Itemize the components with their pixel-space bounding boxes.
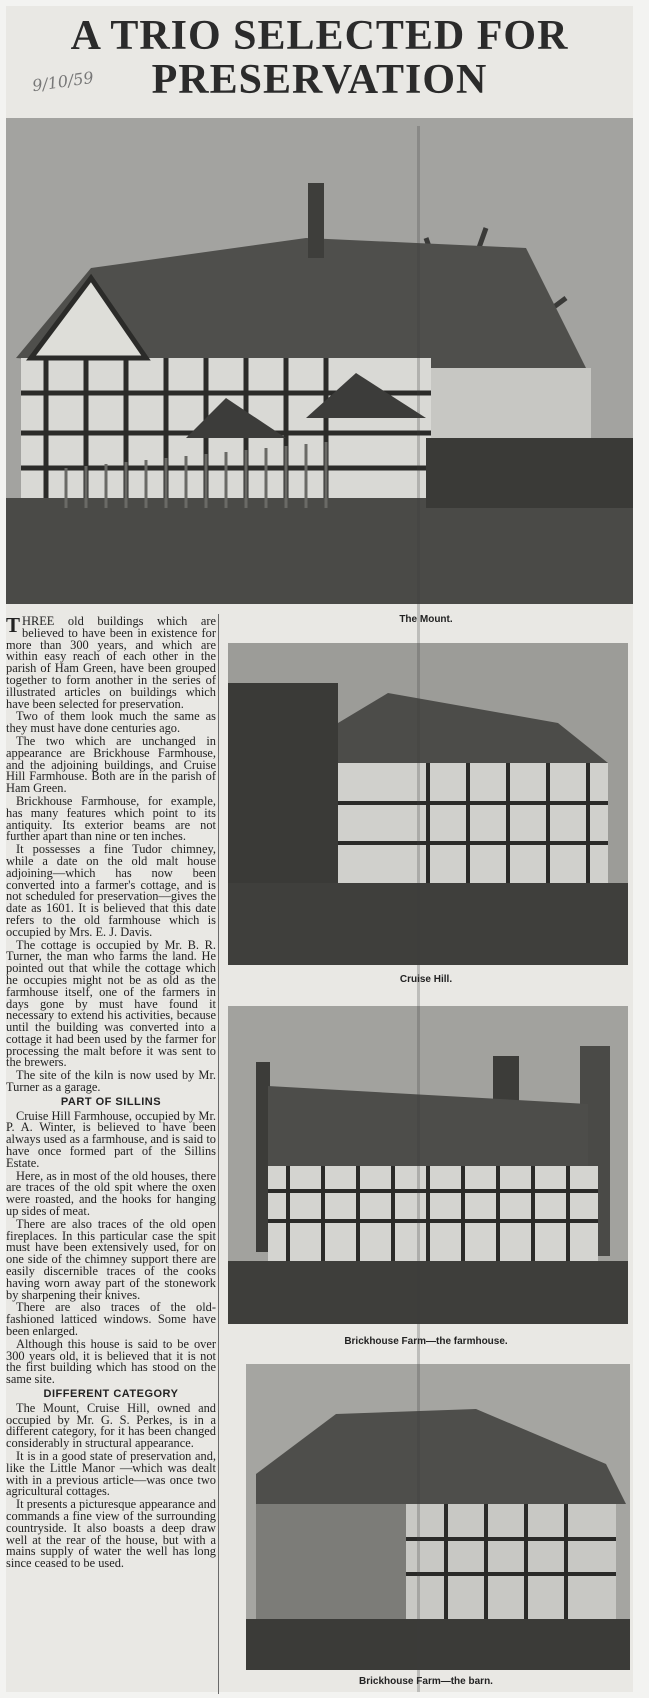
newspaper-clipping	[6, 6, 633, 1692]
caption-cruise-hill: Cruise Hill.	[399, 974, 453, 985]
article-paragraph-4: Brickhouse Farmhouse, for example, has many features which point to its antiquity. Its exterior beams are not further apart than nine or ten inches.	[6, 793, 216, 844]
photo-brickhouse-barn	[246, 1364, 630, 1670]
article-paragraph-14: It is in a good state of preservation and, like the Little Manor —which was dealt with in a previous article—was once two agricultural cottages.	[6, 1448, 216, 1499]
subheading-part-of-sillins: PART OF SILLINS	[60, 1095, 162, 1108]
caption-brickhouse-farmhouse: Brickhouse Farm—the farmhouse.	[344, 1336, 508, 1347]
drop-cap: T	[6, 616, 21, 637]
article-paragraph-1: THREE old buildings which are believed to have been in existence for more than 300 years, and which are within easy reach of each other in the parish of Ham Green, have been grouped together to form another in the series of illustrated articles on buildings which have been selected for preservation.	[6, 616, 216, 711]
the-mount-illustration	[6, 118, 633, 604]
photo-cruise-hill	[228, 643, 628, 965]
article-paragraph-13: The Mount, Cruise Hill, owned and occupied by Mr. G. S. Perkes, is in a different category, for it has been changed considerably in structural appearance.	[6, 1400, 216, 1451]
article-paragraph-6: The cottage is occupied by Mr. B. R. Turner, the man who farms the land. He pointed out that while the cottage which he occupies might not be as old as the farmhouse itself, one of the farmers in days gone by must have found it necessary to extend his activities, because until the building was converted into a cottage it had been used by the farmer for processing the malt before it was sent to the brewers.	[6, 937, 216, 1070]
article-paragraph-11: There are also traces of the old-fashioned latticed windows. Some have been enlarged.	[6, 1300, 216, 1339]
article-paragraph-3: The two which are unchanged in appearance are Brickhouse Farmhouse, and the adjoining buildings, and Cruise Hill Farmhouse. Both are in the parish of Ham Green.	[6, 733, 216, 796]
article-paragraph-15: It presents a picturesque appearance and commands a fine view of the surrounding countryside. It also boasts a deep draw well at the rear of the house, but with a mains supply of water the well has long since ceased to be used.	[6, 1497, 216, 1571]
article-paragraph-5: It possesses a fine Tudor chimney, while a date on the old malt house adjoining—which has now been converted into a farmer's cottage, and is not scheduled for preservation—gives the date as 1601. It is believed that this date refers to the old farmhouse which is occupied by Mrs. E. J. Davis.	[6, 842, 216, 939]
caption-brickhouse-barn: Brickhouse Farm—the barn.	[359, 1676, 493, 1687]
photo-the-mount	[6, 118, 633, 604]
photo-brickhouse-farmhouse	[228, 1006, 628, 1324]
article-body	[6, 616, 216, 1692]
article-paragraph-12: Although this house is said to be over 300 years old, it is believed that it is not the first building which has stood on the same site.	[6, 1336, 216, 1387]
article-paragraph-9: Here, as in most of the old houses, there are traces of the old spit where the oxen were roasted, and the hooks for hanging up sides of meat.	[6, 1168, 216, 1219]
subheading-different-category: DIFFERENT CATEGORY	[43, 1388, 179, 1400]
article-paragraph-7: The site of the kiln is now used by Mr. Turner as a garage.	[6, 1068, 216, 1095]
paper-fold-line	[417, 126, 420, 1692]
article-paragraph-8: Cruise Hill Farmhouse, occupied by Mr. P. A. Winter, is believed to have been always used as a farmhouse, and is said to have once formed part of the Sillins Estate.	[6, 1108, 216, 1170]
column-divider	[218, 614, 219, 1694]
headline	[6, 6, 633, 118]
article-paragraph-2: Two of them look much the same as they must have done centuries ago.	[6, 709, 216, 736]
headline-line-1: A TRIO SELECTED FOR	[70, 13, 569, 59]
headline-line-2: PRESERVATION	[151, 57, 488, 103]
caption-the-mount: The Mount.	[399, 614, 453, 625]
article-paragraph-10: There are also traces of the old open fireplaces. In this particular case the spit must have been extensively used, for on one side of the chimney support there are easily discernible traces of the cooks having worn away part of the stonework by sharpening their knives.	[6, 1216, 216, 1302]
handwritten-date: 9/10/59	[30, 67, 95, 96]
